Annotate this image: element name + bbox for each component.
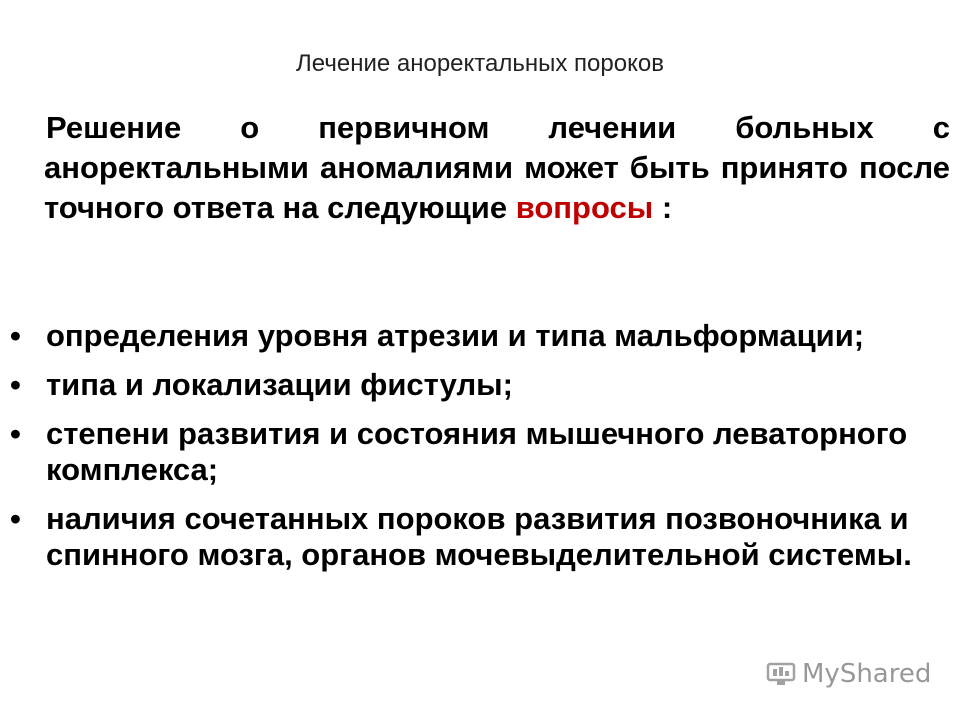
slide-title: Лечение аноректальных пороков — [296, 50, 664, 77]
bullet-marker: • — [10, 318, 21, 353]
list-item-text: определения уровня атрезии и типа мальформации; — [46, 318, 865, 353]
bullet-marker: • — [10, 367, 21, 402]
intro-paragraph — [44, 108, 950, 228]
list-item — [0, 318, 930, 354]
list-item-text: степени развития и состояния мышечного леваторного комплекса; — [46, 416, 908, 487]
list-item — [0, 367, 930, 403]
bullet-list — [0, 318, 930, 586]
watermark — [766, 656, 931, 692]
list-item — [0, 416, 930, 488]
bullet-marker: • — [10, 416, 21, 451]
bullet-marker: • — [10, 501, 21, 536]
myshared-logo-icon — [766, 661, 796, 687]
intro-text: Решение о первичном лечении больных с аноректальными аномалиями может быть принято после точного ответа на следующие — [44, 110, 950, 225]
intro-text-end: : — [653, 190, 673, 225]
intro-accent-word: вопросы — [515, 190, 654, 225]
list-item-text: типа и локализации фистулы; — [46, 367, 513, 402]
list-item — [0, 501, 930, 573]
watermark-text: MyShared — [802, 659, 932, 689]
list-item-text: наличия сочетанных пороков развития позвоночника и спинного мозга, органов мочевыделительной системы. — [46, 501, 912, 572]
